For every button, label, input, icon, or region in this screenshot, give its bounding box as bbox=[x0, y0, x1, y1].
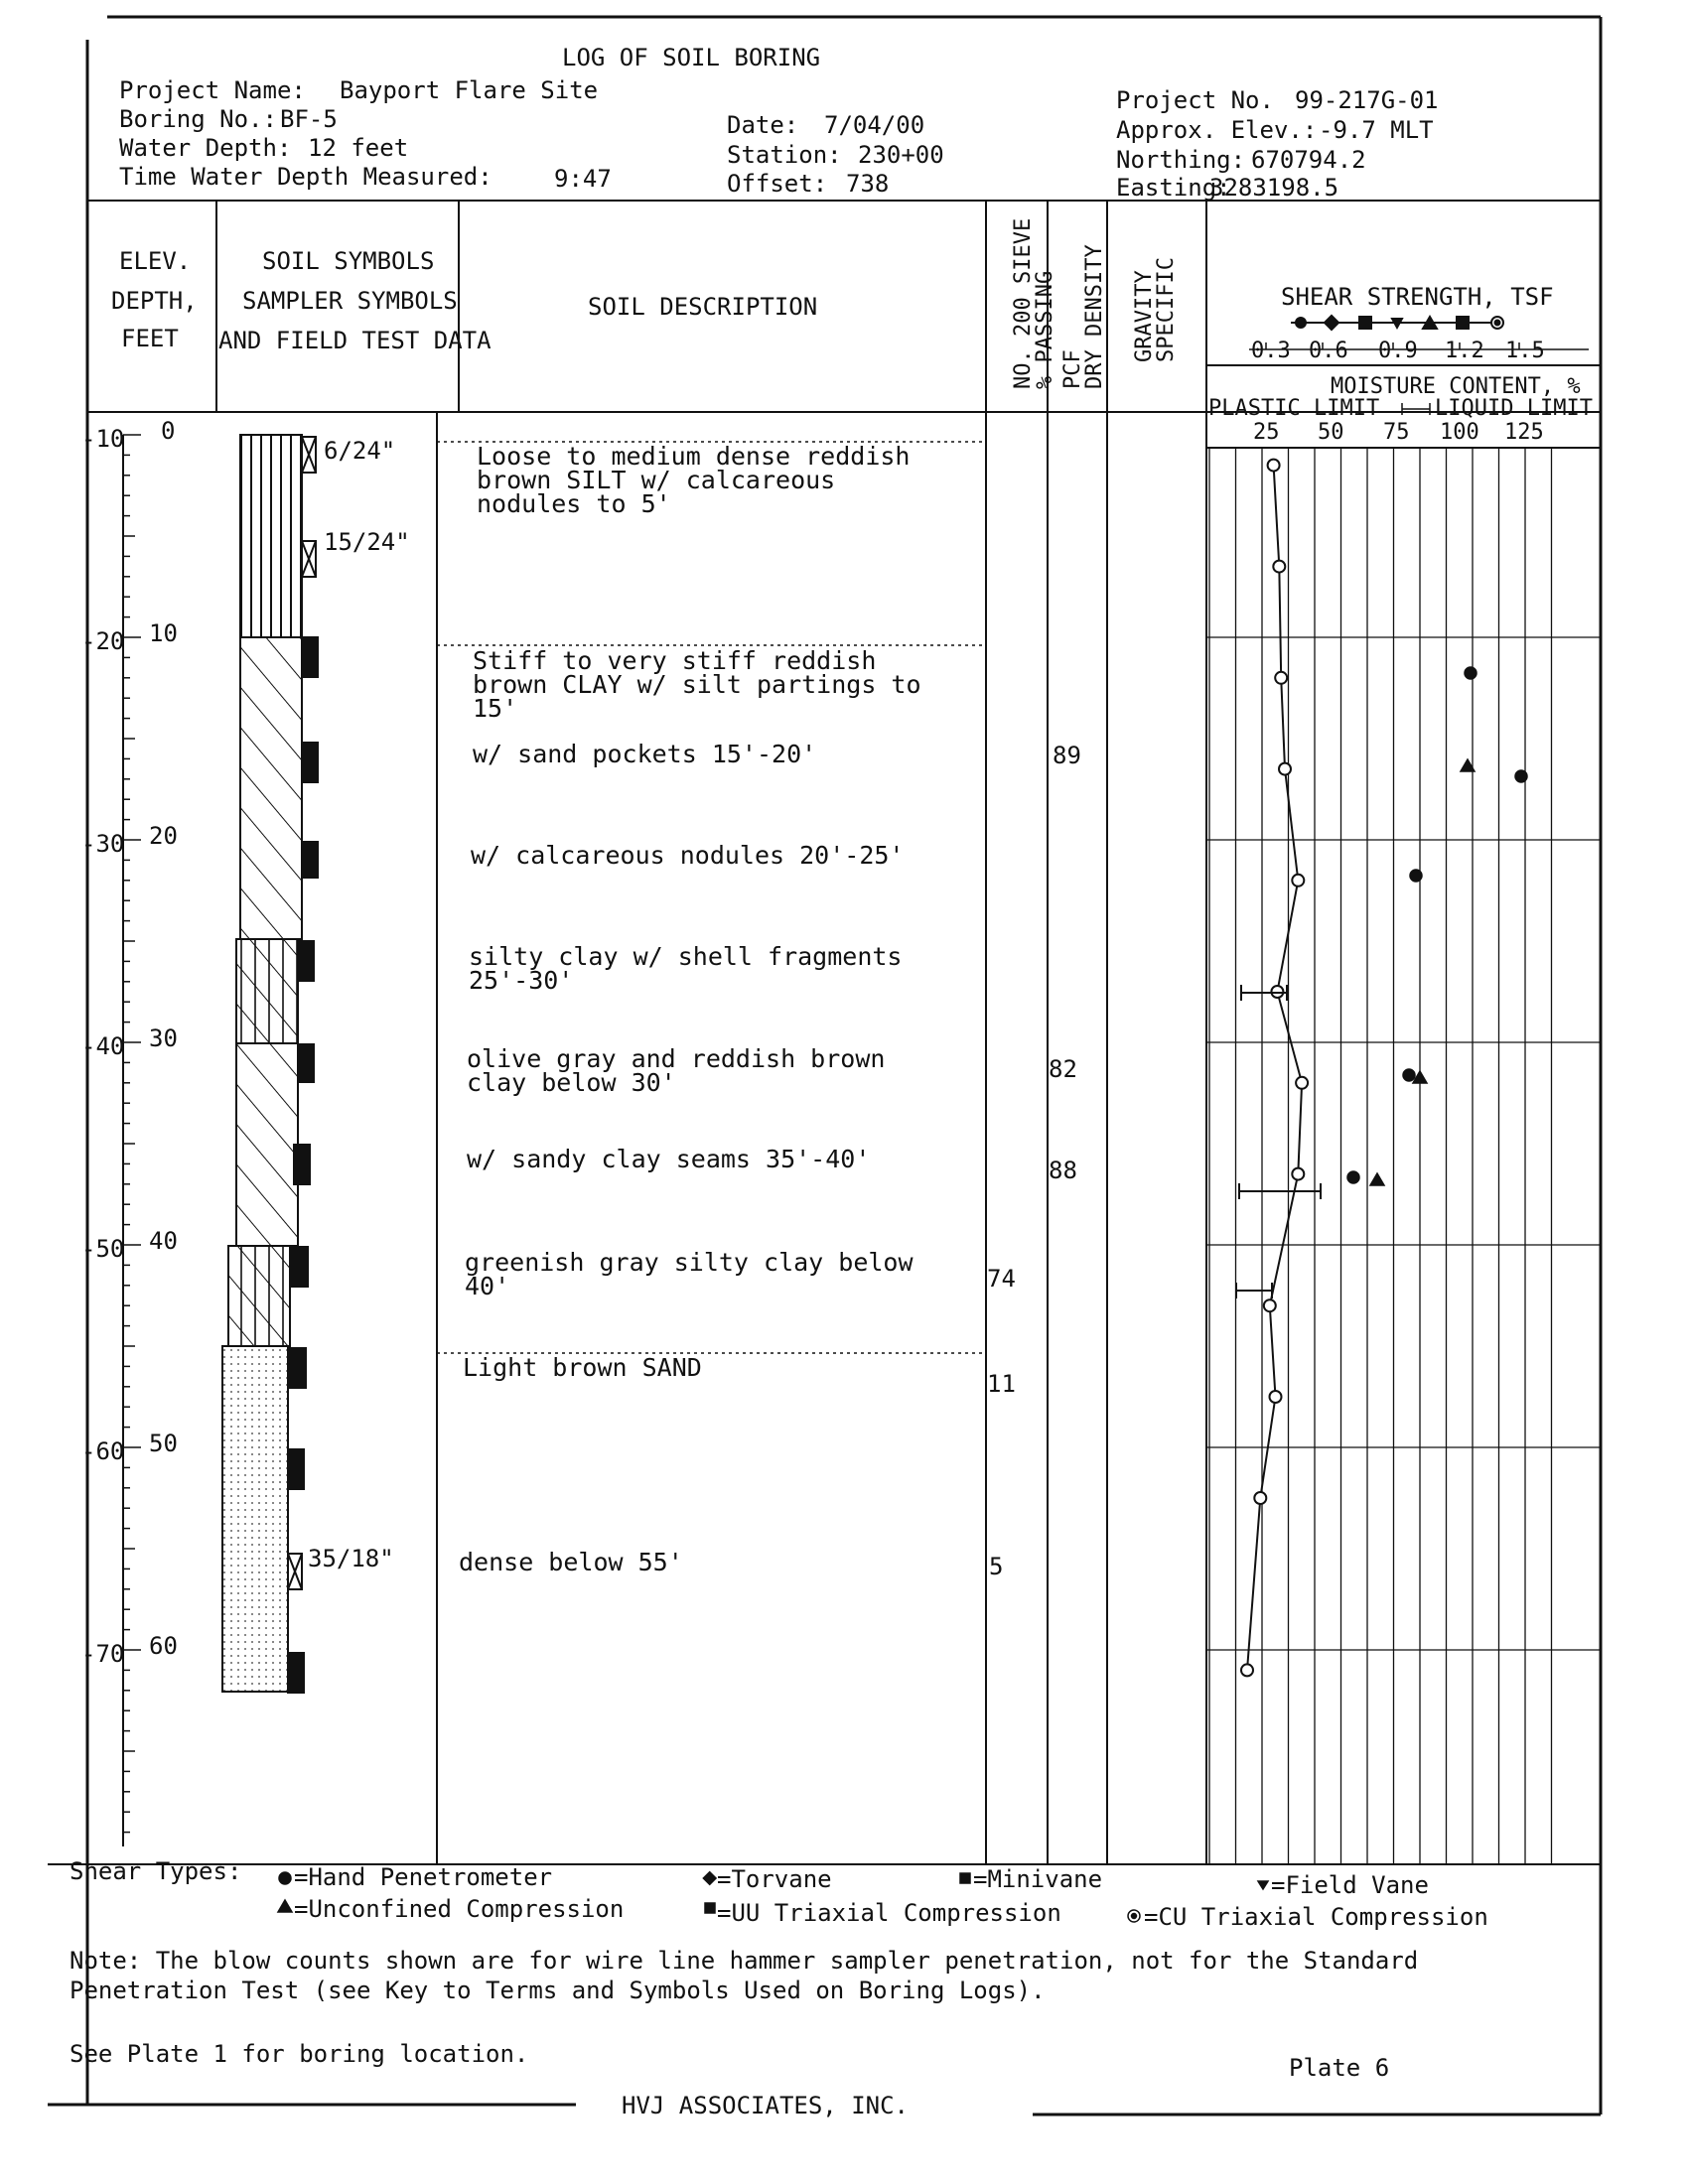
legend-uu: =UU Triaxial Compression bbox=[717, 1899, 1061, 1927]
depth-label: 10 bbox=[149, 619, 178, 647]
soil-description: silty clay w/ shell fragments 25'-30' bbox=[469, 942, 903, 995]
shear-title: SHEAR STRENGTH, TSF bbox=[1281, 283, 1554, 311]
soil-column bbox=[222, 435, 302, 1692]
legend-torvane: =Torvane bbox=[717, 1865, 832, 1893]
col-sg-1: SPECIFIC bbox=[1154, 257, 1179, 362]
col-passing-2: NO. 200 SIEVE bbox=[1011, 217, 1036, 389]
easting-label: Easting: bbox=[1116, 174, 1231, 202]
elev-label: Approx. Elev.: bbox=[1116, 116, 1318, 144]
soil-description: dense below 55' bbox=[459, 1548, 683, 1576]
station-label: Station: bbox=[727, 141, 842, 169]
boring-no: BF-5 bbox=[280, 105, 338, 133]
col-sym-3: AND FIELD TEST DATA bbox=[218, 327, 492, 354]
depth-label: 50 bbox=[149, 1430, 178, 1457]
dry-density-value: 88 bbox=[1049, 1157, 1077, 1184]
moisture-point bbox=[1292, 875, 1304, 887]
col-sym-1: SOIL SYMBOLS bbox=[262, 247, 435, 275]
project-name-label: Project Name: bbox=[119, 76, 306, 104]
time-measured: 9:47 bbox=[554, 165, 612, 193]
shear-points bbox=[1347, 667, 1527, 1185]
soil-description: olive gray and reddish brown clay below 30' bbox=[467, 1044, 886, 1097]
moisture-tick: 125 bbox=[1504, 420, 1544, 445]
elev-label: -50 bbox=[81, 1235, 125, 1263]
dry-density-value: 82 bbox=[1049, 1055, 1077, 1083]
moisture-point bbox=[1241, 1664, 1253, 1676]
moisture-tick: 100 bbox=[1440, 420, 1479, 445]
col-dry-1: DRY DENSITY bbox=[1082, 244, 1107, 389]
depth-label: 20 bbox=[149, 822, 178, 850]
elev-label: -20 bbox=[81, 627, 125, 655]
legend-minivane: =Minivane bbox=[973, 1865, 1103, 1893]
moisture-point bbox=[1292, 1168, 1304, 1180]
legend-unconfined: =Unconfined Compression bbox=[294, 1895, 625, 1923]
project-no-label: Project No. bbox=[1116, 86, 1274, 114]
see-plate: See Plate 1 for boring location. bbox=[70, 2040, 529, 2068]
depth-label: 60 bbox=[149, 1632, 178, 1660]
depth-label: 40 bbox=[149, 1227, 178, 1255]
soil-description: w/ sand pockets 15'-20' bbox=[473, 740, 817, 768]
legend-field: =Field Vane bbox=[1271, 1871, 1429, 1899]
moisture-tick: 75 bbox=[1383, 420, 1410, 445]
col-elev-3: FEET bbox=[121, 325, 179, 352]
soil-description: w/ calcareous nodules 20'-25' bbox=[471, 841, 905, 870]
shear-tick: 0.6 bbox=[1309, 339, 1348, 363]
plate-number: Plate 6 bbox=[1289, 2054, 1390, 2082]
time-measured-label: Time Water Depth Measured: bbox=[119, 163, 492, 191]
easting: 3283198.5 bbox=[1209, 174, 1339, 202]
col-dry-2: PCF bbox=[1060, 349, 1085, 389]
soil-description: w/ sandy clay seams 35'-40' bbox=[467, 1145, 871, 1173]
moisture-point bbox=[1254, 1492, 1266, 1504]
moisture-point bbox=[1279, 763, 1291, 775]
station: 230+00 bbox=[858, 141, 944, 169]
legend-hand: =Hand Penetrometer bbox=[294, 1863, 553, 1891]
elev-label: -30 bbox=[81, 830, 125, 858]
blow-count: 6/24" bbox=[324, 437, 396, 465]
boring-no-label: Boring No.: bbox=[119, 105, 277, 133]
elev-label: -70 bbox=[81, 1640, 125, 1668]
page-title: LOG OF SOIL BORING bbox=[562, 44, 821, 71]
note-line-2: Penetration Test (see Key to Terms and Symbols Used on Boring Logs). bbox=[70, 1977, 1046, 2004]
col-elev-1: ELEV. bbox=[119, 247, 192, 275]
blow-count: 35/18" bbox=[308, 1545, 394, 1572]
passing-value: 74 bbox=[987, 1265, 1016, 1293]
northing-label: Northing: bbox=[1116, 146, 1246, 174]
moisture-point bbox=[1296, 1077, 1308, 1089]
moisture-point bbox=[1273, 561, 1285, 573]
northing: 670794.2 bbox=[1251, 146, 1366, 174]
soil-description: Stiff to very stiff reddish brown CLAY w/ silt partings to 15' bbox=[473, 646, 921, 723]
moisture-point bbox=[1268, 460, 1280, 472]
water-depth-label: Water Depth: bbox=[119, 134, 292, 162]
blow-count: 15/24" bbox=[324, 528, 410, 556]
moisture-tick: 25 bbox=[1253, 420, 1280, 445]
note-line-1: Note: The blow counts shown are for wire line hammer sampler penetration, not for the Standard bbox=[70, 1947, 1419, 1975]
date-label: Date: bbox=[727, 111, 799, 139]
soil-description: greenish gray silty clay below 40' bbox=[465, 1248, 914, 1300]
legend-cu: =CU Triaxial Compression bbox=[1144, 1903, 1488, 1931]
depth-label: 0 bbox=[161, 417, 176, 445]
shear-tick: 1.5 bbox=[1505, 339, 1545, 363]
col-sg-2: GRAVITY bbox=[1132, 270, 1157, 362]
moisture-tick: 50 bbox=[1318, 420, 1344, 445]
elev-label: -60 bbox=[81, 1437, 125, 1465]
offset-label: Offset: bbox=[727, 170, 828, 198]
plastic-limit-label: PLASTIC LIMIT bbox=[1208, 396, 1380, 421]
elev: -9.7 MLT bbox=[1319, 116, 1434, 144]
moisture-point bbox=[1264, 1299, 1276, 1311]
shear-tick: 1.2 bbox=[1445, 339, 1484, 363]
offset: 738 bbox=[846, 170, 890, 198]
moisture-title: MOISTURE CONTENT, % bbox=[1331, 374, 1581, 399]
soil-description: Loose to medium dense reddish brown SILT w/ calcareous nodules to 5' bbox=[477, 442, 911, 518]
elev-label: -10 bbox=[81, 425, 125, 453]
elev-label: -40 bbox=[81, 1032, 125, 1060]
passing-value: 5 bbox=[989, 1553, 1004, 1580]
col-sym-2: SAMPLER SYMBOLS bbox=[242, 287, 458, 315]
company-name: HVJ ASSOCIATES, INC. bbox=[622, 2092, 909, 2119]
col-elev-2: DEPTH, bbox=[111, 287, 198, 315]
liquid-limit-label: LIQUID LIMIT bbox=[1435, 396, 1593, 421]
shear-tick: 0.9 bbox=[1378, 339, 1418, 363]
passing-value: 11 bbox=[987, 1370, 1016, 1398]
moisture-profile-line bbox=[1247, 466, 1302, 1671]
date: 7/04/00 bbox=[824, 111, 925, 139]
soil-description: Light brown SAND bbox=[463, 1353, 702, 1382]
shear-types-label: Shear Types: bbox=[70, 1857, 242, 1885]
water-depth: 12 feet bbox=[308, 134, 409, 162]
moisture-point bbox=[1275, 672, 1287, 684]
col-passing-1: % PASSING bbox=[1033, 270, 1057, 389]
dry-density-value: 89 bbox=[1053, 742, 1081, 769]
project-name: Bayport Flare Site bbox=[340, 76, 599, 104]
shear-tick: 0.3 bbox=[1251, 339, 1291, 363]
depth-label: 30 bbox=[149, 1024, 178, 1052]
col-desc: SOIL DESCRIPTION bbox=[588, 293, 818, 321]
project-no: 99-217G-01 bbox=[1295, 86, 1439, 114]
moisture-point bbox=[1270, 1391, 1282, 1403]
